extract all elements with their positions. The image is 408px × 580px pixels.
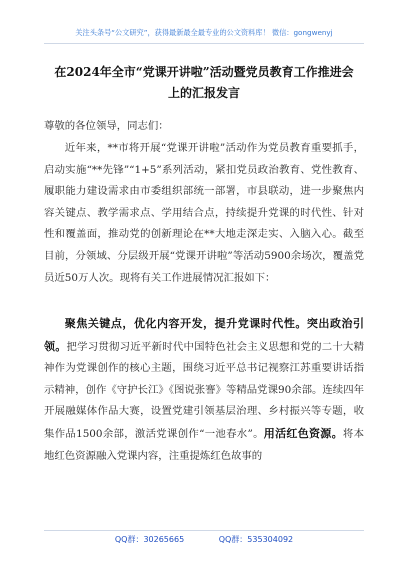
section-1-text-2: 将本地红色资源融入党课内容，注重提炼红色故事的 (44, 427, 364, 462)
document-title (44, 62, 364, 104)
title-line-1: 在2024年全市“党课开讲啦”活动暨党员教育工作推进会 (54, 65, 354, 79)
section-1-heading: 聚焦关键点，优化内容开发，提升党课时代性。突出政治引领。 (44, 317, 364, 353)
section-1-subheading: 用活红色资源。 (263, 426, 343, 440)
header-banner: 关注头条号“公文研究”，获得最新最全最专业的公文资料库！ 微信：gongwenyj (75, 28, 333, 37)
section-1-text: 把学习贯彻习近平新时代中国特色社会主义思想和党的二十大精神作为党课创作的核心主题，围绕习近平总书记视察江苏重要讲话指示精神，创作《守护长江》《图说张謇》等精品党课90余部。连续四年开展融媒体作品大赛，设置党建引领基层治理、乡村振兴等专题，收集作品1500余部，激活党课创作“一池春水”。 (44, 340, 365, 440)
qq-group-2: QQ群：535304092 (218, 535, 294, 544)
paragraph-section-1 (44, 313, 364, 467)
qq-group-1: QQ群：30265665 (114, 535, 185, 544)
footer-banner (0, 534, 408, 545)
paragraph-intro: 近年来，**市将开展“党课开讲啦”活动作为党员教育重要抓手，启动实施“**先锋”“1+5”系列活动，紧扣党员政治教育、党性教育、履职能力建设需求由市委组织部统一部署，市县联动，进一步聚焦内容关键点、教学需求点、学用结合点，持续提升党课的时代性、针对性和覆盖面，推动党的创新理论在**大地走深走实、入脑入心。截至目前，分领域、分层级开展“党课开讲啦”等活动5900余场次，覆盖党员近50万人次。现将有关工作进展情况汇报如下： (44, 142, 364, 284)
footer-divider (44, 530, 364, 531)
title-line-2: 上的汇报发言 (167, 86, 240, 100)
header-divider (44, 43, 364, 44)
salutation: 尊敬的各位领导，同志们： (44, 120, 169, 132)
